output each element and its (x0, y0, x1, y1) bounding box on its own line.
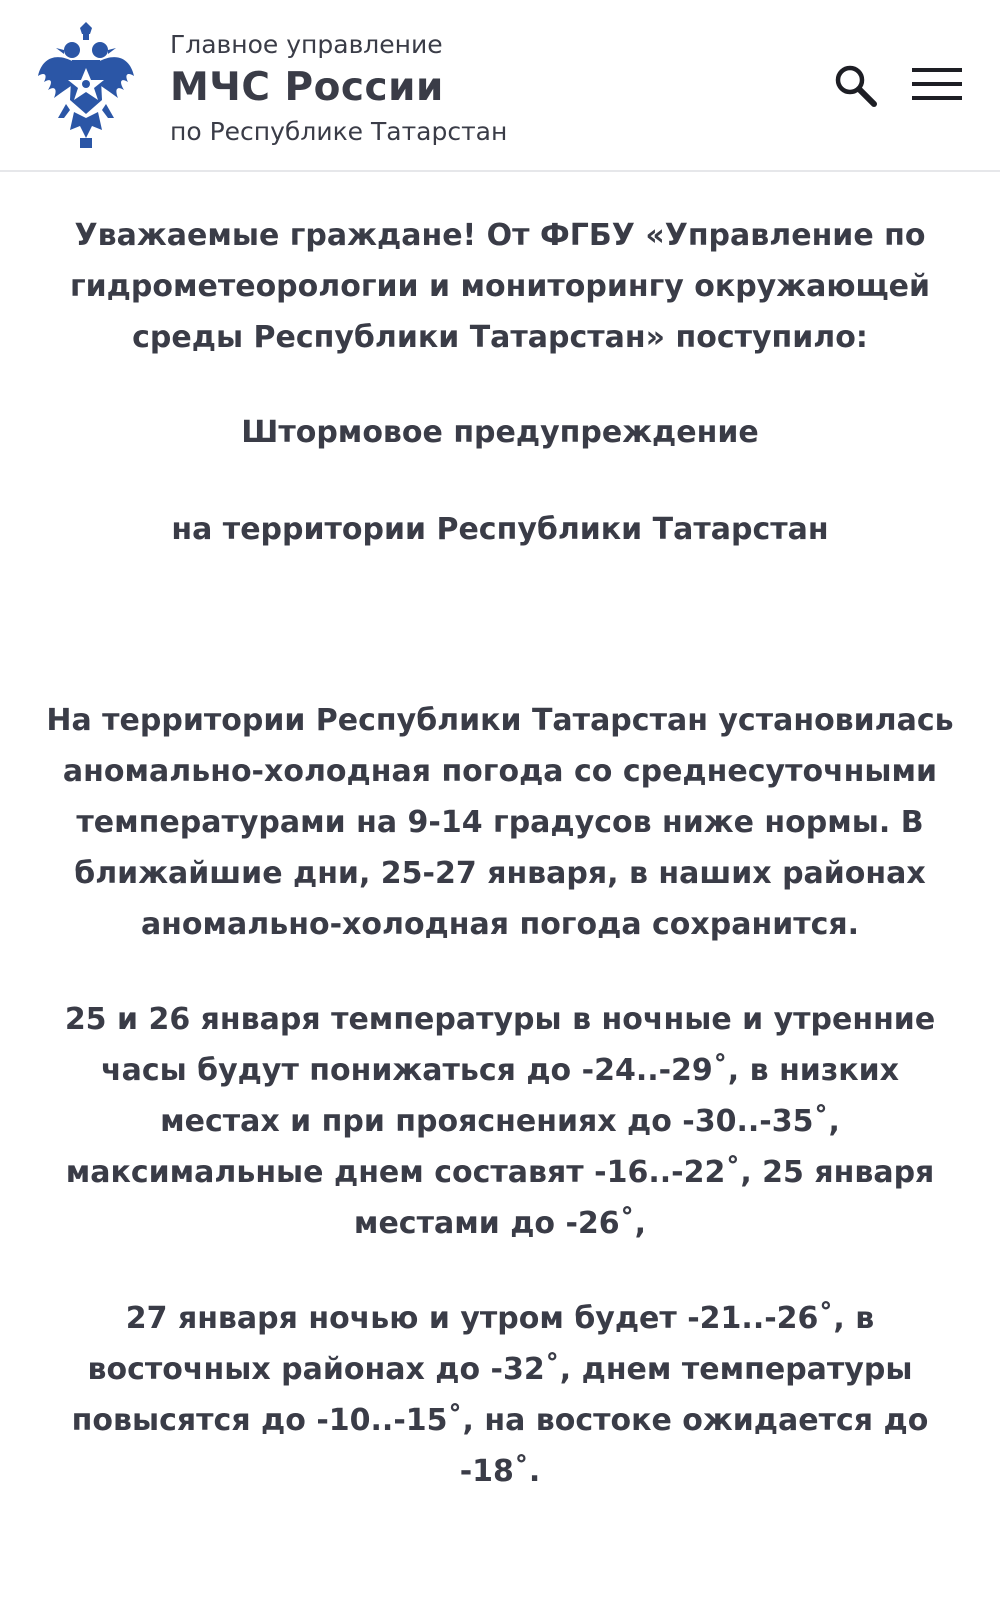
article-territory: на территории Республики Татарстан (171, 512, 829, 547)
org-title-line1: Главное управление (170, 30, 443, 59)
article-paragraph-3: 27 января ночью и утром будет -21..-26˚, в восточных районах до -32˚, днем температуры повысятся до -10..-15˚, на востоке ожидается до -18˚. (71, 1301, 929, 1489)
article-title: Штормовое предупреждение (241, 415, 759, 450)
article-paragraph-2: 25 и 26 января температуры в ночные и утренние часы будут понижаться до -24..-29˚, в низких местах и при прояснениях до -30..-35˚, максимальные днем составят -16..-22˚, 25 января местами до -26˚, (64, 1002, 936, 1241)
org-title-line3: по Республике Татарстан (170, 117, 508, 146)
search-icon (832, 62, 880, 110)
article-intro: Уважаемые граждане! От ФГБУ «Управление по гидрометеорологии и мониторингу окружающей среды Республики Татарстан» поступило: (69, 218, 931, 355)
org-title[interactable] (170, 26, 507, 152)
emchs-eagle-emblem-icon[interactable] (36, 22, 136, 150)
article-content (40, 210, 960, 1497)
site-header (0, 0, 1000, 172)
menu-button[interactable] (910, 64, 966, 106)
hamburger-menu-icon (910, 64, 966, 106)
org-title-line2: МЧС России (170, 65, 444, 110)
search-button[interactable] (832, 62, 880, 110)
article-paragraph-1: На территории Республики Татарстан установилась аномально-холодная погода со среднесуточными температурами на 9-14 градусов ниже нормы. В ближайшие дни, 25-27 января, в наших районах аномально-холодная погода сохранится. (46, 703, 954, 942)
